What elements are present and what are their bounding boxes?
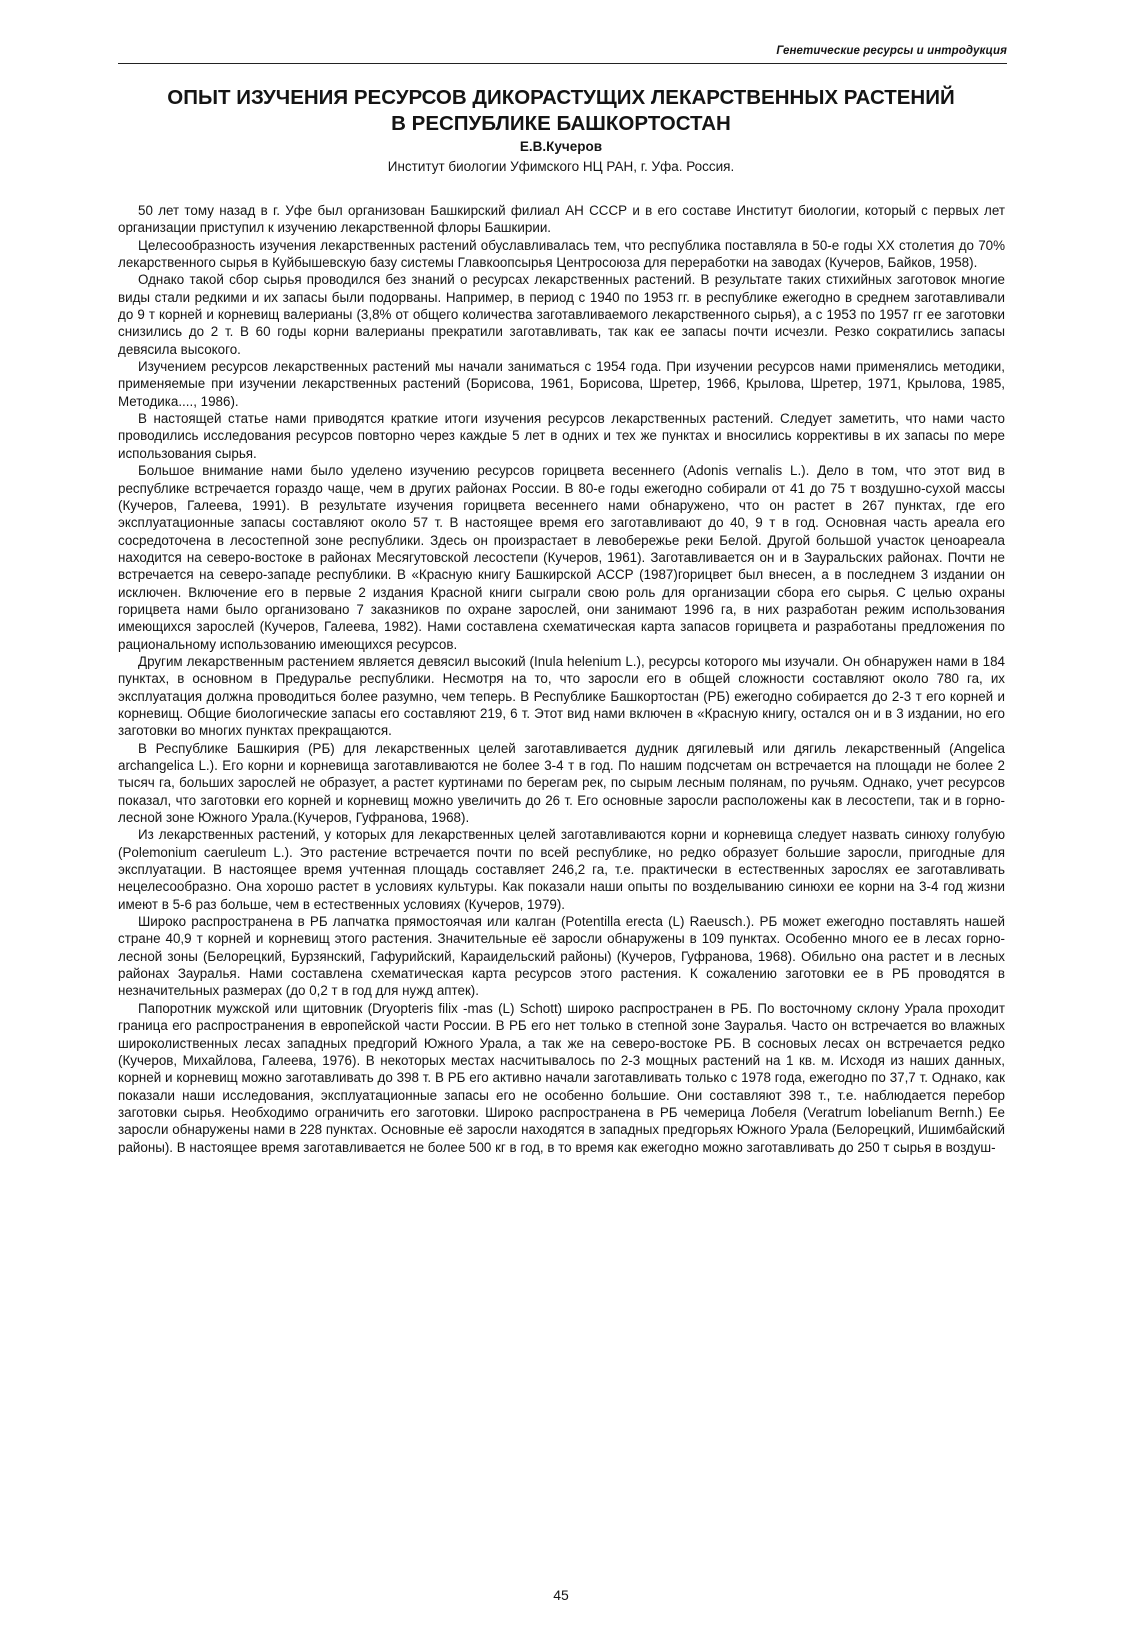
running-header: Генетические ресурсы и интродукция xyxy=(776,45,1007,57)
author-affiliation: Институт биологии Уфимского НЦ РАН, г. Уфа. Россия. xyxy=(387,159,735,174)
paragraph: Однако такой сбор сырья проводился без знаний о ресурсах лекарственных растений. В результате таких стихийных заготовок многие виды стали редкими и их запасы были подорваны. Например, в период с 1940 по 1953 гг. в республике ежегодно в среднем заготавливали до 9 т корней и корневищ валерианы (3,8% от общего количества заготавливаемого лекарственного сырья), а с 1953 по 1957 гг ее заготовки снизились до 2 т. В 60 годы корни валерианы прекратили заготавливать, так как ее запасы почти исчезли. Резко сократились запасы девясила высокого. xyxy=(118,272,1005,357)
title-line-2: В РЕСПУБЛИКЕ БАШКОРТОСТАН xyxy=(391,112,731,135)
paragraph: Большое внимание нами было уделено изучению ресурсов горицвета весеннего (Adonis vernalis L.). Дело в том, что этот вид в республике встречается гораздо чаще, чем в других районах России. В 80-е годы ежегодно собирали от 41 до 75 т воздушно-сухой массы (Кучеров, Галеева, 1991). В результате изучения горицвета весеннего нами обнаружено, что он растет в 267 пунктах, где его эксплуатационные запасы составляют около 57 т. В настоящее время его заготавливают до 40, 9 т в год. Основная часть ареала его сосредоточена в лесостепной зоне республики. Здесь он произрастает в левобережье реки Белой. Другой большой участок ценоареала находится на северо-востоке в районах Месягутовской лесостепи (Кучеров, 1961). Заготавливается он и в Зауральских районах. Почти не встречается на северо-западе республики. В «Красную книгу Башкирской АССР (1987)горицвет был внесен, а в последнем 3 издании он исключен. Включение его в первые 2 издания Красной книги сыграли свою роль для организации сбора его сырья. С целью охраны горицвета нами было организовано 7 заказников по охране зарослей, они занимают 1996 га, в них разработан режим использования имеющихся зарослей (Кучеров, Галеева, 1982). Нами составлена схематическая карта запасов горицвета и разработаны предложения по рациональному использованию имеющихся ресурсов. xyxy=(118,463,1005,652)
article-title xyxy=(110,85,1012,137)
paragraph: Другим лекарственным растением является девясил высокий (Inula helenium L.), ресурсы которого мы изучали. Он обнаружен нами в 184 пунктах, в основном в Предуралье республики. Несмотря на то, что заросли его в общей сложности составляют около 780 га, их эксплуатация должна проводиться более разумно, чем теперь. В Республике Башкортостан (РБ) ежегодно собирается до 2-3 т его корней и корневищ. Общие биологические запасы его составляют 219, 6 т. Этот вид нами включен в «Красную книгу, остался он и в 3 издании, но его заготовки во многих пунктах прекращаются. xyxy=(118,653,1005,739)
paragraph: Широко распространена в РБ лапчатка прямостоячая или калган (Potentilla erecta (L) Raeusch.). РБ может ежегодно поставлять нашей стране 40,9 т корней и корневищ этого растения. Значительные её заросли обнаружены в 109 пунктах. Особенно много ее в лесах горно-лесной зоны (Белорецкий, Бурзянский, Гафурийский, Караидельский районы) (Кучеров, Гуфранова, 1968). Обильно она растет и в лесных районах Зауралья. Нами составлена схематическая карта ресурсов этого растения. К сожалению заготовки ее в РБ проводятся в незначительных размерах (до 0,2 т в год для нужд аптек). xyxy=(118,914,1005,999)
paragraph: 50 лет тому назад в г. Уфе был организован Башкирский филиал АН СССР и в его составе Институт биологии, который с первых лет организации приступил к изучению лекарственной флоры Башкирии. xyxy=(118,203,1005,236)
title-line-1: ОПЫТ ИЗУЧЕНИЯ РЕСУРСОВ ДИКОРАСТУЩИХ ЛЕКАРСТВЕННЫХ РАСТЕНИЙ xyxy=(167,86,955,109)
paragraph: Изучением ресурсов лекарственных растений мы начали заниматься с 1954 года. При изучении ресурсов нами применялись методики, применяемые при изучении лекарственных растений (Борисова, 1961, Борисова, Шретер, 1966, Крылова, Шретер, 1971, Крылова, 1985, Методика...., 1986). xyxy=(118,359,1005,409)
page-number: 45 xyxy=(553,1587,569,1603)
paragraph: Папоротник мужской или щитовник (Dryopteris filix -mas (L) Schott) широко распространен в РБ. По восточному склону Урала проходит граница его распространения в европейской части России. В РБ его нет только в степной зоне Зауралья. Часто он встречается во влажных широколиственных лесах западных предгорий Южного Урала, а так же на северо-востоке РБ. В сосновых лесах он встречается редко (Кучеров, Михайлова, Галеева, 1976). В некоторых местах насчитывалось по 2-3 мощных растений на 1 кв. м. Исходя из наших данных, корней и корневищ можно заготавливать до 398 т. В РБ его активно начали заготавливать только с 1978 года, ежегодно по 37,7 т. Однако, как показали наши исследования, эксплуатационные запасы его не особенно большие. Они составляют 398 т., т.е. наблюдается перебор заготовки сырья. Необходимо ограничить его заготовки. Широко распространена в РБ чемерица Лобеля (Veratrum lobelianum Bernh.) Ее заросли обнаружены нами в 228 пунктах. Основные её заросли находятся в западных предгорьях Южного Урала (Белорецкий, Ишимбайский районы). В настоящее время заготавливается не более 500 кг в год, в то время как ежегодно можно заготавливать до 250 т сырья в воздуш- xyxy=(118,1000,1005,1155)
paragraph: Из лекарственных растений, у которых для лекарственных целей заготавливаются корни и корневища следует назвать синюху голубую (Polemonium caeruleum L.). Это растение встречается почти по всей республике, но редко образует большие заросли, пригодные для эксплуатации. В настоящее время учтенная площадь составляет 246,2 га, т.е. практически в естественных зарослях ее заготавливать нецелесообразно. Она хорошо растет в условиях культуры. Как показали наши опыты по возделыванию синюхи ее корни на 3-4 год жизни имеют в 5-6 раз больше, чем в естественных условиях (Кучеров, 1979). xyxy=(118,827,1005,912)
article-body xyxy=(118,202,1005,1156)
paragraph: Целесообразность изучения лекарственных растений обуславливалась тем, что республика поставляла в 50-е годы XX столетия до 70% лекарственного сырья в Куйбышевскую базу системы Главкоопсырья Центросоюза для переработки на заводах (Кучеров, Байков, 1958). xyxy=(118,237,1005,271)
paragraph: В настоящей статье нами приводятся краткие итоги изучения ресурсов лекарственных растений. Следует заметить, что нами часто проводились исследования ресурсов повторно через каждые 5 лет в одних и тех же пунктах и вносились коррективы в их запасы по мере использования сырья. xyxy=(118,411,1005,461)
header-rule xyxy=(118,63,1007,64)
paragraph: В Республике Башкирия (РБ) для лекарственных целей заготавливается дудник дягилевый или дягиль лекарственный (Angelica archangelica L.). Его корни и корневища заготавливаются не более 3-4 т в год. По нашим подсчетам он встречается на площади не более 2 тысяч га, больших зарослей не образует, а растет куртинами по берегам рек, по сырым лесным полянам, по ручьям. Однако, учет ресурсов показал, что заготовки его корней и корневищ можно увеличить до 26 т. Его основные заросли расположены как в лесостепи, так и в горно-лесной зоне Южного Урала.(Кучеров, Гуфранова, 1968). xyxy=(118,740,1005,826)
author-name: Е.В.Кучеров xyxy=(519,139,603,154)
